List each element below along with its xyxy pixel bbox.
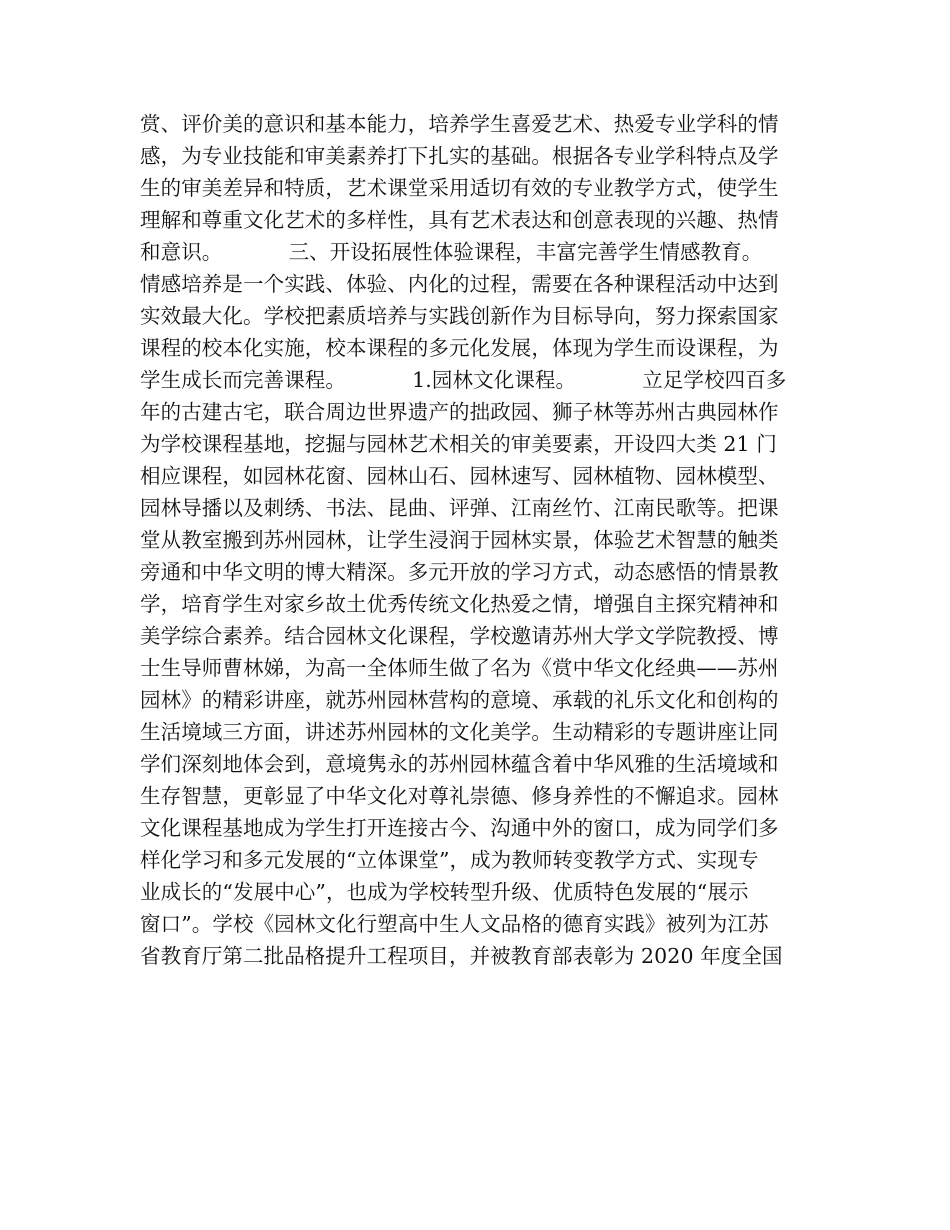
text-line: 士生导师曹林娣，为高一全体师生做了名为《赏中华文化经典——苏州	[140, 656, 779, 680]
text-line: 课程的校本化实施，校本课程的多元化发展，体现为学生而设课程，为	[140, 336, 779, 360]
text-line: 学们深刻地体会到，意境隽永的苏州园林蕴含着中华风雅的生活境域和	[140, 752, 779, 776]
body-text	[140, 108, 820, 972]
text-line: 实效最大化。学校把素质培养与实践创新作为目标导向，努力探索国家	[140, 304, 779, 328]
text-line: 赏、评价美的意识和基本能力，培养学生喜爱艺术、热爱专业学科的情	[140, 112, 779, 136]
text-line: 学，培育学生对家乡故土优秀传统文化热爱之情，增强自主探究精神和	[140, 592, 779, 616]
text-line: 生活境域三方面，讲述苏州园林的文化美学。生动精彩的专题讲座让同	[140, 720, 779, 744]
text-line: 和意识。 三、开设拓展性体验课程，丰富完善学生情感教育。	[140, 240, 763, 264]
text-line: 理解和尊重文化艺术的多样性，具有艺术表达和创意表现的兴趣、热情	[140, 208, 779, 232]
text-line: 生的审美差异和特质，艺术课堂采用适切有效的专业教学方式，使学生	[140, 176, 779, 200]
text-line: 省教育厅第二批品格提升工程项目，并被教育部表彰为 2020 年度全国	[140, 944, 783, 968]
text-line: 堂从教室搬到苏州园林，让学生浸润于园林实景，体验艺术智慧的触类	[140, 528, 779, 552]
text-line: 园林》的精彩讲座，就苏州园林营构的意境、承载的礼乐文化和创构的	[140, 688, 779, 712]
text-line: 感，为专业技能和审美素养打下扎实的基础。根据各专业学科特点及学	[140, 144, 779, 168]
text-line: 窗口”。学校《园林文化行塑高中生人文品格的德育实践》被列为江苏	[140, 912, 769, 936]
text-line: 相应课程，如园林花窗、园林山石、园林速写、园林植物、园林模型、	[140, 464, 779, 488]
text-line: 学生成长而完善课程。 1.园林文化课程。 立足学校四百多	[140, 368, 787, 392]
text-line: 旁通和中华文明的博大精深。多元开放的学习方式，动态感悟的情景教	[140, 560, 779, 584]
text-line: 业成长的“发展中心”，也成为学校转型升级、优质特色发展的“展示	[140, 880, 749, 904]
text-line: 生存智慧，更彰显了中华文化对尊礼崇德、修身养性的不懈追求。园林	[140, 784, 779, 808]
text-line: 为学校课程基地，挖掘与园林艺术相关的审美要素，开设四大类 21 门	[140, 432, 777, 456]
text-line: 样化学习和多元发展的“立体课堂”，成为教师转变教学方式、实现专	[140, 848, 759, 872]
text-line: 年的古建古宅，联合周边世界遗产的拙政园、狮子林等苏州古典园林作	[140, 400, 779, 424]
text-line: 文化课程基地成为学生打开连接古今、沟通中外的窗口，成为同学们多	[140, 816, 779, 840]
text-line: 园林导播以及刺绣、书法、昆曲、评弹、江南丝竹、江南民歌等。把课	[140, 496, 779, 520]
text-line: 情感培养是一个实践、体验、内化的过程，需要在各种课程活动中达到	[140, 272, 779, 296]
text-line: 美学综合素养。结合园林文化课程，学校邀请苏州大学文学院教授、博	[140, 624, 779, 648]
